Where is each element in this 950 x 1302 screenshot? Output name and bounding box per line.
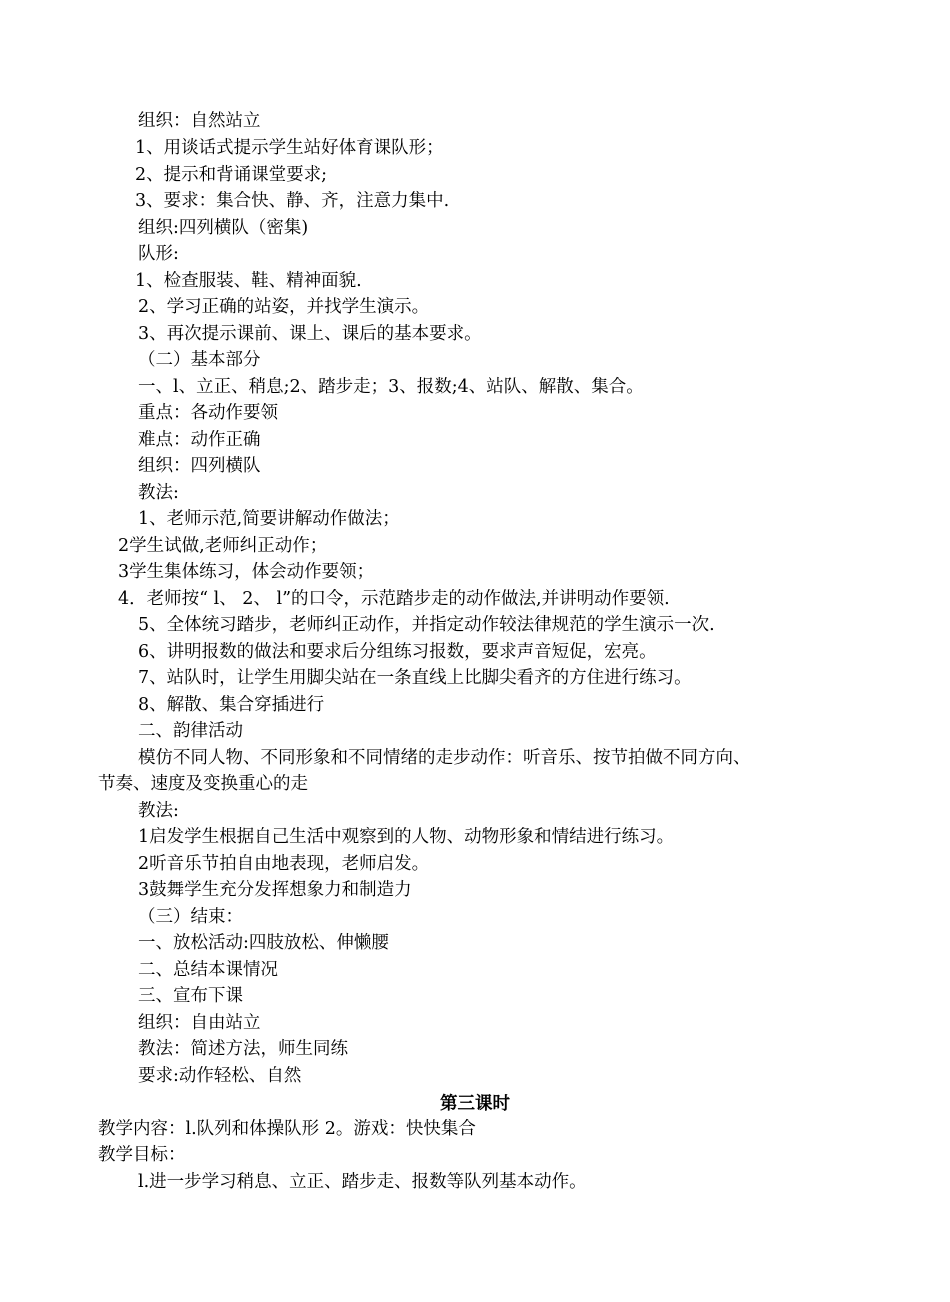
text-line: 组织:四列横队（密集) [138,218,309,238]
text-line: 一、l、立正、稍息;2、踏步走；3、报数;4、站队、解散、集合。 [138,377,644,397]
text-line: 3鼓舞学生充分发挥想象力和制造力 [138,880,412,900]
text-line: 队形: [138,244,179,264]
text-line: 要求:动作轻松、自然 [138,1066,302,1086]
text-line: 1、检查服装、鞋、精神面貌. [135,271,362,291]
text-line: 5、全体统习踏步，老师纠正动作，并指定动作较法律规范的学生演示一次. [138,615,715,635]
text-line: 三、宣布下课 [138,986,243,1006]
text-line: 二、总结本课情况 [138,960,278,980]
text-line: 节奏、速度及变换重心的走 [98,774,308,794]
text-line: 教学内容：l.队列和体操队形 2。游戏：快快集合 [98,1119,476,1139]
text-line: 1、用谈话式提示学生站好体育课队形； [135,138,444,158]
text-line: 组织：自然站立 [138,111,261,131]
text-line: 2、提示和背诵课堂要求; [135,165,328,185]
text-line: 一、放松活动:四肢放松、伸懒腰 [138,933,389,953]
text-line: 1、老师示范,简要讲解动作做法； [138,509,400,529]
text-line: 3学生集体练习，体会动作要领； [118,562,375,582]
text-line: 2学生试做,老师纠正动作； [118,536,328,556]
text-line: l.进一步学习稍息、立正、踏步走、报数等队列基本动作。 [138,1172,587,1192]
text-line: 1启发学生根据自己生活中观察到的人物、动物形象和情结进行练习。 [138,827,675,847]
text-line: 3、再次提示课前、课上、课后的基本要求。 [138,324,482,344]
text-line: 2、学习正确的站姿，并找学生演示。 [138,297,430,317]
text-line: 教法：简述方法，师生同练 [138,1039,348,1059]
section-heading: 二、韵律活动 [138,721,243,741]
text-line: 4．老师按“ l、 2、 l”的口令，示范踏步走的动作做法,并讲明动作要领. [118,589,670,609]
text-line: 6、讲明报数的做法和要求后分组练习报数，要求声音短促，宏亮。 [138,642,657,662]
text-line: 7、站队时，让学生用脚尖站在一条直线上比脚尖看齐的方住进行练习。 [138,668,692,688]
text-line: 2听音乐节拍自由地表现，老师启发。 [138,854,430,874]
text-line: 教法: [138,801,179,821]
text-line: 3、要求：集合快、静、齐，注意力集中. [135,191,450,211]
text-line: 组织：四列横队 [138,456,261,476]
text-line: 8、解散、集合穿插进行 [138,695,325,715]
text-line: 教学目标： [98,1145,186,1165]
text-line: 教法: [138,483,179,503]
lesson-heading: 第三课时 [440,1094,510,1114]
text-line: 重点：各动作要领 [138,403,278,423]
text-line: 组织：自由站立 [138,1013,261,1033]
section-heading: （三）结束： [138,907,243,927]
section-heading: （二）基本部分 [138,350,261,370]
text-line: 模仿不同人物、不同形象和不同情绪的走步动作：听音乐、按节拍做不同方向、 [138,748,751,768]
text-line: 难点：动作正确 [138,430,261,450]
